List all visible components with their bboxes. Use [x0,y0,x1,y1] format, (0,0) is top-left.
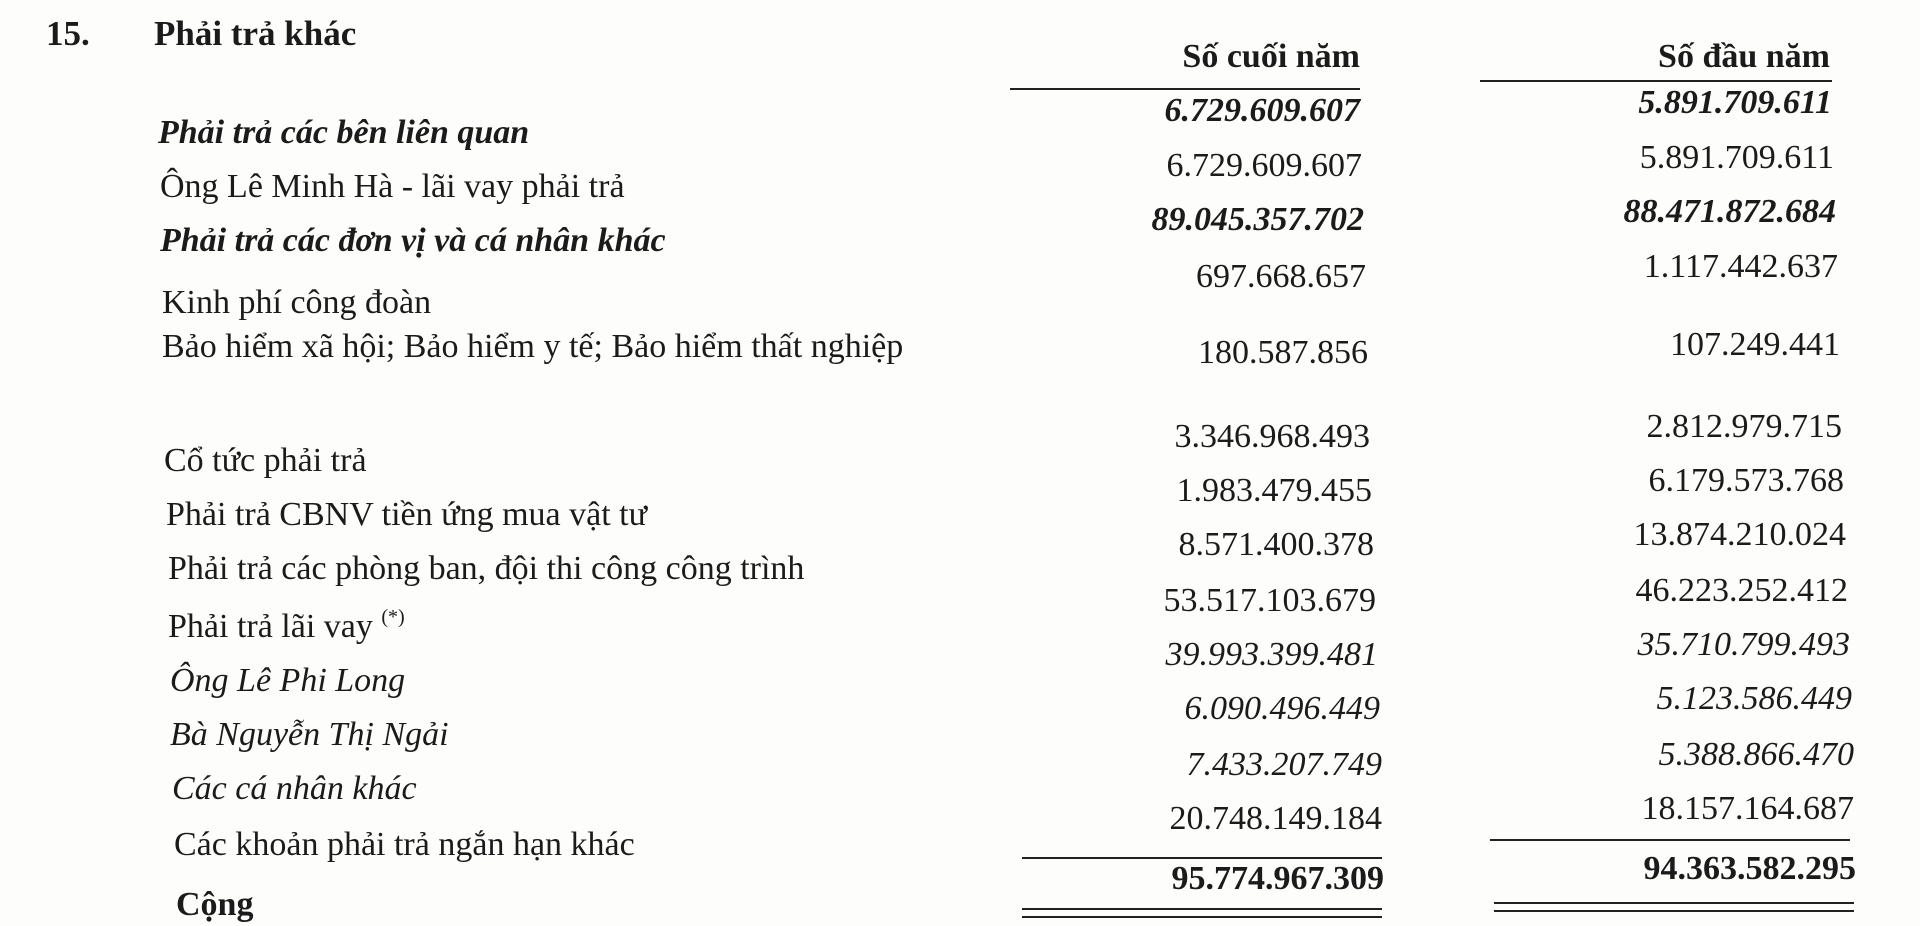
row-end-other-short-term: 20.748.149.184 [1169,800,1382,837]
total-start: 94.363.582.295 [1643,850,1856,887]
row-start-related-parties: 5.891.709.611 [1638,84,1832,121]
row-start-insurance: 107.249.441 [1670,326,1840,363]
row-label-other-individuals: Các cá nhân khác [172,770,417,807]
row-label-dividends: Cổ tức phải trả [164,442,367,479]
row-label-related-parties: Phải trả các bên liên quan [158,114,530,151]
row-label-le-phi-long: Ông Lê Phi Long [170,662,406,699]
row-end-related-parties: 6.729.609.607 [1164,92,1360,129]
section-title: Phải trả khác [154,14,357,53]
row-start-other-units: 88.471.872.684 [1623,193,1836,230]
row-start-union-fee: 1.117.442.637 [1643,248,1838,285]
row-start-other-individuals: 5.388.866.470 [1658,736,1854,773]
row-label-union-fee: Kinh phí công đoàn [162,284,432,321]
row-end-other-units: 89.045.357.702 [1151,201,1364,238]
row-end-dividends: 3.346.968.493 [1174,418,1370,455]
total-end: 95.774.967.309 [1171,860,1384,897]
footnote-marker: (*) [381,606,405,628]
row-start-dividends: 2.812.979.715 [1646,408,1842,445]
column-header-start-of-year: Số đầu năm [1658,38,1830,75]
row-end-interest-payable: 53.517.103.679 [1163,582,1376,619]
row-end-insurance: 180.587.856 [1198,334,1368,371]
row-label-other-units: Phải trả các đơn vị và cá nhân khác [160,222,666,259]
row-label-departments: Phải trả các phòng ban, đội thi công công trình [168,550,805,587]
header-underline-end [1010,88,1360,90]
row-end-departments: 8.571.400.378 [1178,526,1374,563]
total-label: Cộng [176,886,254,923]
row-start-departments: 13.874.210.024 [1633,516,1846,553]
row-label-nguyen-thi-ngai: Bà Nguyễn Thị Ngải [170,716,449,753]
row-start-other-short-term: 18.157.164.687 [1641,790,1854,827]
row-label-le-minh-ha: Ông Lê Minh Hà - lãi vay phải trả [160,168,625,205]
row-start-staff-advances: 6.179.573.768 [1648,462,1844,499]
total-double-rule-start [1494,902,1854,912]
row-end-other-individuals: 7.433.207.749 [1186,746,1382,783]
total-top-rule-start [1490,839,1850,841]
row-start-nguyen-thi-ngai: 5.123.586.449 [1656,680,1852,717]
row-label-staff-advances: Phải trả CBNV tiền ứng mua vật tư [166,496,648,533]
row-end-nguyen-thi-ngai: 6.090.496.449 [1184,690,1380,727]
row-end-le-minh-ha: 6.729.609.607 [1166,147,1362,184]
row-label-interest-text: Phải trả lãi vay [168,608,373,645]
row-start-le-minh-ha: 5.891.709.611 [1639,139,1834,176]
row-label-other-short-term: Các khoản phải trả ngắn hạn khác [174,826,635,863]
total-double-rule-end [1022,908,1382,918]
total-top-rule-end [1022,857,1382,859]
row-start-interest-payable: 46.223.252.412 [1635,572,1848,609]
row-start-le-phi-long: 35.710.799.493 [1637,626,1850,663]
column-header-end-of-year: Số cuối năm [1182,38,1360,75]
header-underline-start [1480,80,1832,82]
row-end-union-fee: 697.668.657 [1196,258,1366,295]
section-number: 15. [46,14,90,53]
row-end-le-phi-long: 39.993.399.481 [1165,636,1378,673]
row-label-interest-payable [168,606,405,646]
row-end-staff-advances: 1.983.479.455 [1176,472,1372,509]
row-label-insurance: Bảo hiểm xã hội; Bảo hiểm y tế; Bảo hiểm thất nghiệp [162,328,904,365]
